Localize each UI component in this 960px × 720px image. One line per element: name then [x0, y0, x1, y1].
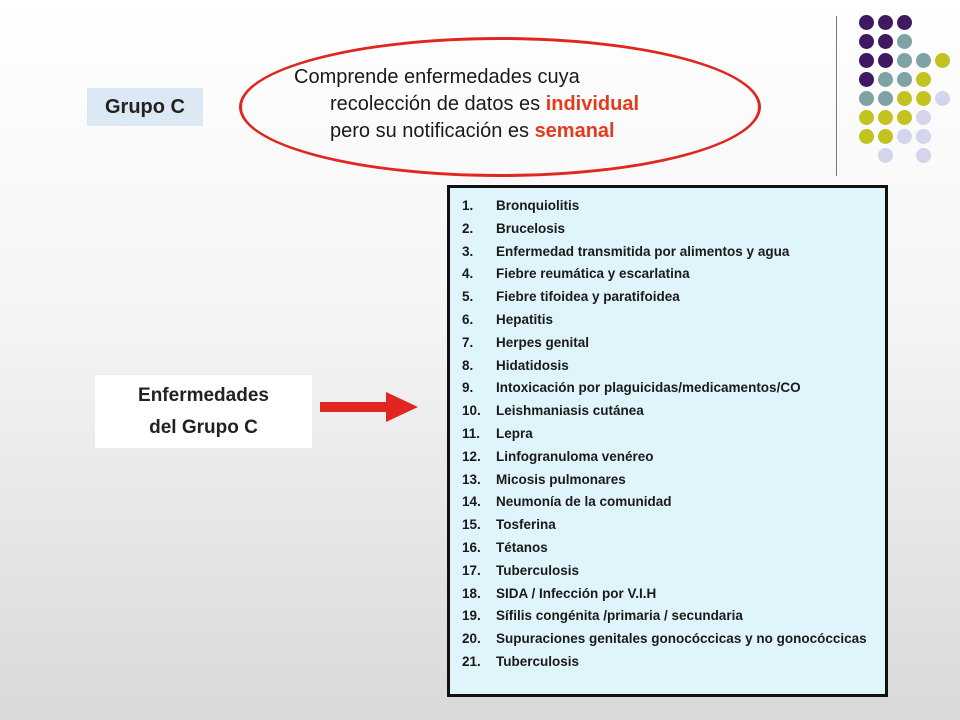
list-item-name: Sífilis congénita /primaria / secundaria: [496, 608, 743, 624]
list-item: [462, 606, 881, 625]
list-item: [462, 652, 881, 671]
decorative-dot: [897, 129, 912, 144]
list-item: [462, 196, 881, 215]
list-item-name: Fiebre tifoidea y paratifoidea: [496, 289, 680, 305]
decorative-dot: [897, 72, 912, 87]
list-item: [462, 515, 881, 534]
decorative-dot: [878, 34, 893, 49]
list-item-name: Hepatitis: [496, 311, 554, 327]
decorative-dot: [916, 91, 931, 106]
list-item-name: Leishmaniasis cutánea: [496, 403, 644, 419]
list-item: [462, 584, 881, 603]
list-item-name: Tosferina: [496, 517, 556, 533]
list-item: [462, 219, 881, 238]
list-item-number: 6.: [462, 311, 474, 327]
list-item: [462, 287, 881, 306]
right-arrow-icon: [320, 392, 420, 422]
list-item: [462, 538, 881, 557]
decorative-dot: [897, 110, 912, 125]
definition-line-2: recolección de datos es individual: [330, 93, 640, 115]
list-item-name: Linfogranuloma venéreo: [496, 448, 654, 464]
decorative-dot: [878, 72, 893, 87]
decorative-dot: [916, 72, 931, 87]
list-item-name: Enfermedad transmitida por alimentos y agua: [496, 243, 790, 259]
list-item-number: 10.: [462, 403, 481, 419]
decorative-dot: [878, 91, 893, 106]
list-item: [462, 242, 881, 261]
list-item-number: 19.: [462, 608, 481, 624]
decorative-dot: [897, 15, 912, 30]
decorative-dot: [859, 72, 874, 87]
decorative-dot: [878, 110, 893, 125]
list-item-name: Bronquiolitis: [496, 198, 580, 213]
decorative-dot: [916, 129, 931, 144]
list-item-number: 14.: [462, 494, 481, 510]
list-item: [462, 264, 881, 283]
decorative-dot: [878, 53, 893, 68]
list-item: [462, 424, 881, 443]
list-item-number: 5.: [462, 289, 474, 305]
list-item-number: 17.: [462, 562, 481, 578]
list-item-number: 13.: [462, 471, 481, 487]
list-item-name: Tuberculosis: [496, 562, 580, 578]
definition-line-3: pero su notificación es semanal: [330, 120, 615, 142]
highlight-individual: individual: [545, 93, 640, 115]
decorative-dot: [878, 148, 893, 163]
list-item-number: 16.: [462, 539, 481, 555]
list-item: [462, 401, 881, 420]
list-item-name: Herpes genital: [496, 334, 590, 350]
decorative-dot: [916, 148, 931, 163]
list-item-number: 7.: [462, 334, 474, 350]
list-item-number: 12.: [462, 448, 481, 464]
list-item-number: 8.: [462, 357, 474, 373]
list-item-number: 9.: [462, 380, 474, 396]
decorative-dot: [878, 15, 893, 30]
list-item-name: Supuraciones genitales gonocóccicas y no gonocóccicas: [496, 631, 867, 647]
decorative-dot: [897, 34, 912, 49]
decorative-dot: [916, 53, 931, 68]
diseases-group-label: [95, 375, 312, 448]
decorative-dot: [897, 53, 912, 68]
decorative-dot: [859, 53, 874, 68]
decorative-dot: [878, 129, 893, 144]
list-item: [462, 629, 881, 648]
disease-list: [462, 196, 881, 671]
list-item-name: Neumonía de la comunidad: [496, 494, 672, 510]
list-item-number: 11.: [462, 425, 481, 441]
list-item-name: Tuberculosis: [496, 653, 580, 669]
decorative-dot: [935, 53, 950, 68]
list-item: [462, 470, 881, 489]
decorative-dot: [935, 91, 950, 106]
diseases-label-line-1: Enfermedades: [138, 384, 269, 406]
list-item-name: Lepra: [496, 425, 533, 441]
list-item-number: 2.: [462, 220, 474, 236]
list-item-name: Intoxicación por plaguicidas/medicamentos/CO: [496, 380, 801, 396]
group-label: Grupo C: [87, 88, 203, 126]
list-item-name: SIDA / Infección por V.I.H: [496, 585, 657, 601]
definition-line-1: Comprende enfermedades cuya: [294, 66, 580, 88]
list-item-number: 1.: [462, 198, 474, 213]
list-item-number: 21.: [462, 653, 481, 669]
decorative-dot: [897, 91, 912, 106]
decorative-dot: [859, 129, 874, 144]
list-item: [462, 561, 881, 580]
disease-list-box: [447, 185, 888, 697]
decorative-dot: [859, 91, 874, 106]
list-item-name: Tétanos: [496, 539, 548, 555]
list-item: [462, 356, 881, 375]
list-item-number: 15.: [462, 517, 481, 533]
list-item-number: 18.: [462, 585, 481, 601]
decorative-dot: [916, 110, 931, 125]
decorative-dot: [859, 15, 874, 30]
list-item: [462, 492, 881, 511]
diseases-label-line-2: del Grupo C: [149, 416, 258, 438]
list-item-name: Brucelosis: [496, 220, 566, 236]
list-item: [462, 333, 881, 352]
list-item-number: 3.: [462, 243, 474, 259]
list-item: [462, 447, 881, 466]
list-item-name: Hidatidosis: [496, 357, 569, 373]
list-item-number: 4.: [462, 266, 474, 282]
list-item-number: 20.: [462, 631, 481, 647]
decorative-dot: [859, 34, 874, 49]
decorative-dot: [859, 110, 874, 125]
decorative-vertical-line: [836, 16, 837, 176]
list-item-name: Fiebre reumática y escarlatina: [496, 266, 690, 282]
list-item: [462, 378, 881, 397]
list-item: [462, 310, 881, 329]
highlight-semanal: semanal: [534, 120, 615, 142]
list-item-name: Micosis pulmonares: [496, 471, 626, 487]
definition-text: [294, 64, 734, 145]
